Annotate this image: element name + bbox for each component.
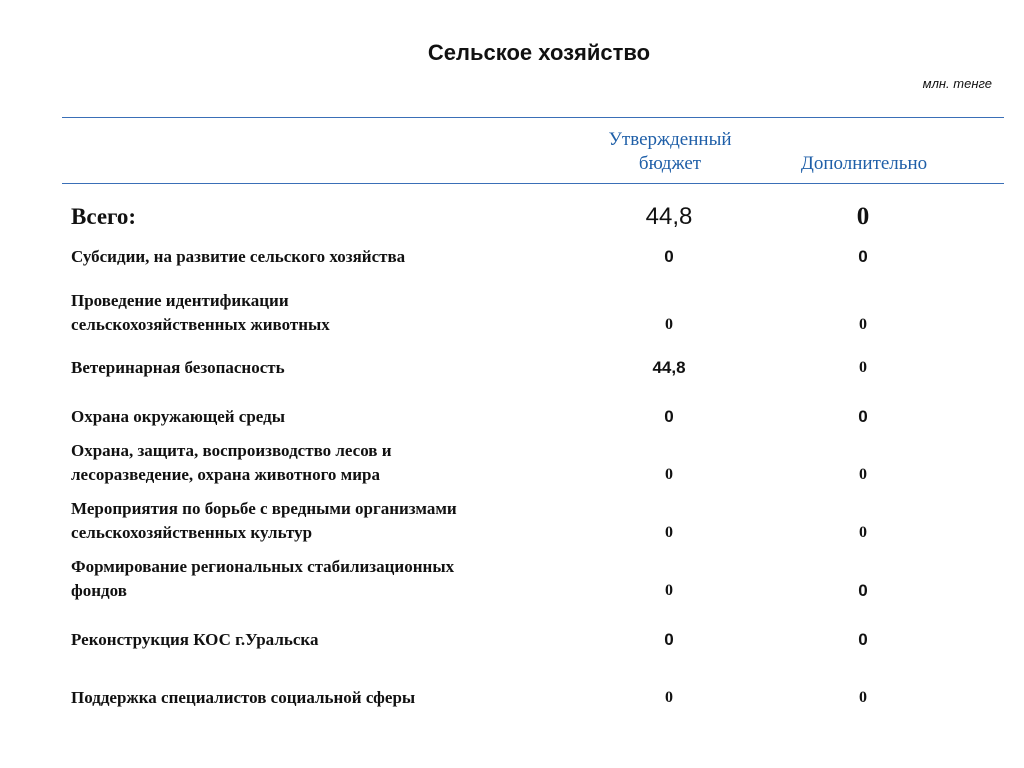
row-approved-value: 0 xyxy=(665,466,673,483)
total-additional-value: 0 xyxy=(856,203,870,230)
row-label: Субсидии, на развитие сельского хозяйства xyxy=(71,247,406,266)
row-additional-value: 0 xyxy=(859,359,867,376)
row-additional-value: 0 xyxy=(858,247,868,266)
row-approved-value: 0 xyxy=(665,689,673,706)
row-approved-value: 0 xyxy=(664,247,674,266)
page-title: Сельское хозяйство xyxy=(427,40,651,65)
row-additional-value: 0 xyxy=(858,407,868,426)
table-top-rule xyxy=(62,117,1004,118)
row-approved-value: 0 xyxy=(665,524,673,541)
row-approved-value: 0 xyxy=(664,407,674,426)
row-approved-value: 0 xyxy=(665,582,673,599)
row-label: Охрана окружающей среды xyxy=(71,407,285,426)
row-label: Ветеринарная безопасность xyxy=(71,358,285,377)
units-note: млн. тенге xyxy=(922,76,992,91)
row-label-line1: Формирование региональных стабилизационных xyxy=(71,557,455,576)
total-approved-value: 44,8 xyxy=(645,203,693,230)
row-additional-value: 0 xyxy=(859,524,867,541)
total-label: Всего: xyxy=(71,204,137,229)
row-additional-value: 0 xyxy=(858,581,868,600)
row-label-line2: фондов xyxy=(71,581,127,600)
column-header-approved-budget xyxy=(560,128,780,176)
row-additional-value: 0 xyxy=(858,630,868,649)
row-approved-value: 0 xyxy=(665,316,673,333)
row-label-line2: сельскохозяйственных культур xyxy=(71,523,313,542)
column-header-approved-line2: бюджет xyxy=(638,153,702,174)
row-label-line1: Охрана, защита, воспроизводство лесов и xyxy=(71,441,392,460)
row-additional-value: 0 xyxy=(859,316,867,333)
row-additional-value: 0 xyxy=(859,466,867,483)
table-header-rule xyxy=(62,183,1004,184)
row-label-line1: Проведение идентификации xyxy=(71,291,289,310)
column-header-additional: Дополнительно xyxy=(800,153,928,174)
row-label: Поддержка специалистов социальной сферы xyxy=(71,688,416,707)
row-label: Реконструкция КОС г.Уральска xyxy=(71,630,319,649)
row-label-line2: сельскохозяйственных животных xyxy=(71,315,330,334)
column-header-approved-line1: Утвержденный xyxy=(608,129,732,150)
row-label-line2: лесоразведение, охрана животного мира xyxy=(71,465,380,484)
row-approved-value: 44,8 xyxy=(652,358,686,377)
row-additional-value: 0 xyxy=(859,689,867,706)
row-label-line1: Мероприятия по борьбе с вредными организмами xyxy=(71,499,457,518)
row-approved-value: 0 xyxy=(664,630,674,649)
